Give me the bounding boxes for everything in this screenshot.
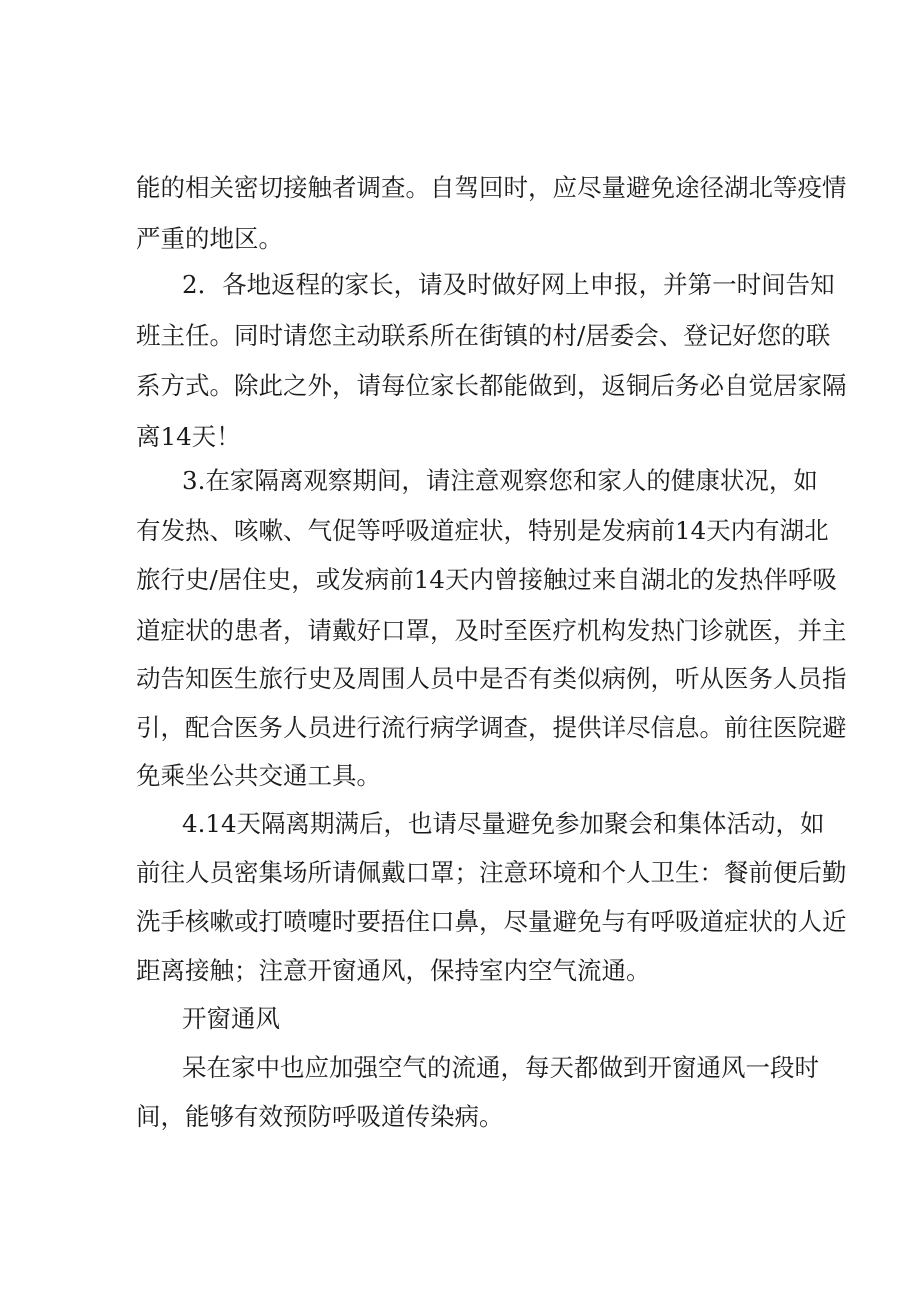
text-line: 引，配合医务人员进行流行病学调查，提供详尽信息。前往医院避: [136, 713, 847, 742]
text-line: 动告知医生旅行史及周围人员中是否有类似病例，听从医务人员指: [136, 664, 847, 693]
text-line: 能的相关密切接触者调查。自驾回时，应尽量避免途径湖北等疫情: [136, 173, 847, 202]
text-line: 2．各地返程的家长，请及时做好网上申报，并第一时间告知: [182, 270, 835, 299]
text-line: 3.在家隔离观察期间，请注意观察您和家人的健康状况，如: [182, 466, 818, 495]
text-line: 有发热、咳嗽、气促等呼吸道症状，特别是发病前14天内有湖北: [136, 516, 829, 545]
text-line: 班主任。同时请您主动联系所在街镇的村/居委会、登记好您的联: [136, 321, 831, 350]
text-line: 严重的地区。: [136, 224, 283, 253]
text-line: 洗手核嗽或打喷嚏时要捂住口鼻，尽量避免与有呼吸道症状的人近: [136, 907, 847, 936]
text-line: 离14天！: [136, 422, 241, 451]
text-line: 免乘坐公共交通工具。: [136, 761, 381, 790]
text-line: 4.14天隔离期满后，也请尽量避免参加聚会和集体活动，如: [182, 809, 825, 838]
text-line: 间，能够有效预防呼吸道传染病。: [136, 1102, 504, 1131]
text-line: 距离接触；注意开窗通风，保持室内空气流通。: [136, 956, 651, 985]
text-line: 系方式。除此之外，请每位家长都能做到，返铜后务必自觉居家隔: [136, 371, 847, 400]
section-heading: 开窗通风: [182, 1004, 280, 1033]
text-line: 呆在家中也应加强空气的流通，每天都做到开窗通风一段时: [182, 1053, 819, 1082]
text-line: 旅行史/居住史，或发病前14天内曾接触过来自湖北的发热伴呼吸: [136, 565, 837, 594]
text-line: 道症状的患者，请戴好口罩，及时至医疗机构发热门诊就医，并主: [136, 616, 847, 645]
text-line: 前往人员密集场所请佩戴口罩；注意环境和个人卫生：餐前便后勤: [136, 858, 847, 887]
